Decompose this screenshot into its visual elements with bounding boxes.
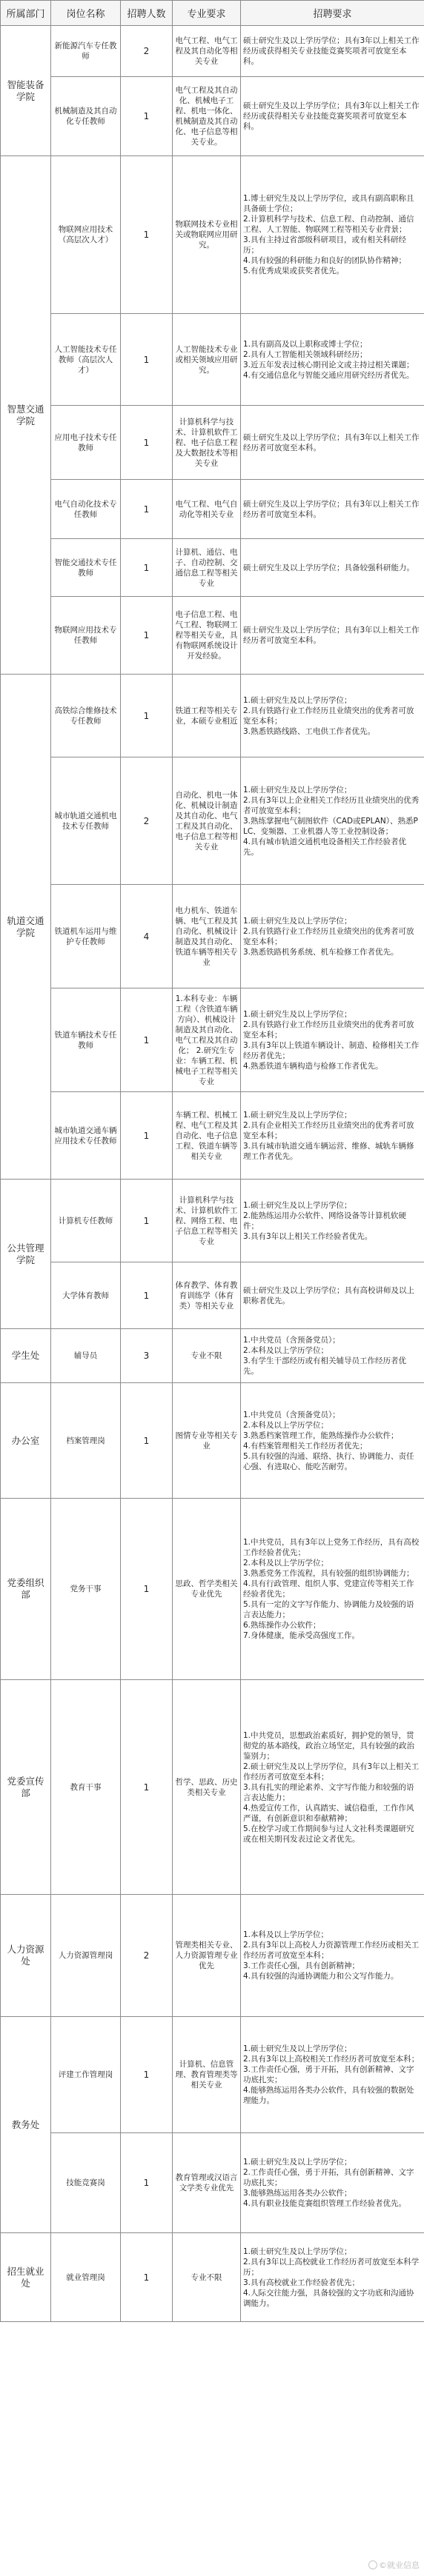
major-cell: 专业不限 — [173, 2233, 241, 2322]
dept-cell: 招生就业处 — [1, 2233, 51, 2322]
count-cell: 1 — [121, 1680, 173, 1895]
table-row — [1, 988, 424, 1092]
count-cell: 1 — [121, 1383, 173, 1499]
major-cell: 电气工程及其自动化、机械电子工程、机电一体化、机械制造及其自动化、电子信息等相关专业。 — [173, 77, 241, 156]
requirement-cell: 1.中共党员（含预备党员）； 2.本科及以上学历学位； 3.有学生干部经历或有相关辅导员工作经历者优先。 — [241, 1329, 424, 1383]
count-cell: 1 — [121, 539, 173, 597]
major-cell: 计算机、信息管理、教育管理类等相关专业 — [173, 2017, 241, 2133]
requirement-cell: 1.硕士研究生及以上学历学位； 2.具有铁路行业工作经历且业绩突出的优秀者可放宽至本科； 3.具有3年以上铁道车辆设计、制造、检修相关工作经历者优先； 4.熟悉铁道车辆构造与检修工作者优先。 — [241, 988, 424, 1092]
table-row — [1, 885, 424, 988]
requirement-cell: 1.硕士研究生及以上学历学位； 2.具有3年以上高校相关工作经历者可放宽至本科； 3.工作责任心强，勇于开拓，具有创新精神、文字功底扎实； 4.能够熟练运用各类办公软件，具有较强的数据处理能力。 — [241, 2017, 424, 2133]
count-cell: 1 — [121, 1180, 173, 1262]
table-row — [1, 314, 424, 406]
post-cell: 辅导员 — [51, 1329, 121, 1383]
major-cell: 人工智能技术专业或相关领域应用研究。 — [173, 314, 241, 406]
count-cell: 2 — [121, 757, 173, 885]
header-req: 招聘要求 — [241, 1, 424, 26]
requirement-cell: 1.具有副高及以上职称或博士学位； 2.具有人工智能相关领域科研经历； 3.近五年发表过核心期刊论文或主持过相关课题； 4.有交通信息化与智能交通应用研究经历者优先。 — [241, 314, 424, 406]
header-major: 专业要求 — [173, 1, 241, 26]
major-cell: 1.本科专业：车辆工程（含铁道车辆方向）、机械设计制造及其自动化、电气工程及其自动化； 2.研究生专业：车辆工程、机械电子工程等相关专业 — [173, 988, 241, 1092]
requirement-cell: 硕士研究生及以上学历学位；具有3年以上相关工作经历者可放宽至本科。 — [241, 406, 424, 480]
table-row — [1, 2133, 424, 2233]
post-cell: 铁道车辆技术专任教师 — [51, 988, 121, 1092]
requirement-cell: 1.硕士研究生及以上学历学位； 2.具有企业相关工作经历且业绩突出的优秀者可放宽至本科； 3.具有城市轨道交通车辆运营、维修、城轨车辆修理工作者优先。 — [241, 1092, 424, 1180]
post-cell: 技能竞赛岗 — [51, 2133, 121, 2233]
post-cell: 党务干事 — [51, 1499, 121, 1680]
requirement-cell: 硕士研究生及以上学历学位；具有3年以上相关工作经历或获得相关专业技能竞赛奖项者可放宽至本科。 — [241, 77, 424, 156]
count-cell: 1 — [121, 406, 173, 480]
major-cell: 图情专业等相关专业 — [173, 1383, 241, 1499]
count-cell: 1 — [121, 988, 173, 1092]
requirement-cell: 硕士研究生及以上学历学位；具备较强科研能力。 — [241, 539, 424, 597]
dept-cell: 轨道交通学院 — [1, 675, 51, 1180]
post-cell: 城市轨道交通车辆应用技术专任教师 — [51, 1092, 121, 1180]
watermark-text: ©就业信息 — [379, 2560, 420, 2570]
requirement-cell: 1.中共党员，思想政治素质好，拥护党的领导，贯彻党的基本路线，政治立场坚定，具有较强的政治鉴别力； 2.硕士研究生及以上学历学位，具有3年以上相关工作经历者可放宽至本科； 3.具有扎实的理论素养、文字写作能力和较强的语言表达能力； 4.热爱宣传工作，认真踏实、诚信稳重，工作作风严谨，有创新意识和奉献精神； 5.在校学习或工作期间参与过人文社科类课题研究或在相关期刊发表过论文者优先。 — [241, 1680, 424, 1895]
post-cell: 智能交通技术专任教师 — [51, 539, 121, 597]
post-cell: 大学体育教师 — [51, 1262, 121, 1329]
major-cell: 电气工程、电气工程及其自动化等相关专业 — [173, 26, 241, 77]
requirement-cell: 1.中共党员（含预备党员）； 2.本科及以上学历学位； 3.熟悉档案管理工作，能熟练操作办公软件； 4.有档案管理相关工作经历者优先； 5.具有较强的沟通、联络、执行、协调能力、责任心强、有进取心、能吃苦耐劳。 — [241, 1383, 424, 1499]
table-row — [1, 597, 424, 675]
major-cell: 电力机车、铁道车辆、电气工程及其自动化、机械设计制造及其自动化、铁道车辆等相关专业 — [173, 885, 241, 988]
post-cell: 计算机专任教师 — [51, 1180, 121, 1262]
post-cell: 人工智能技术专任教师（高层次人才） — [51, 314, 121, 406]
requirement-cell: 1.本科及以上学历学位； 2.具有3年以上高校人力资源管理工作经历或相关工作经历者可放宽至本科； 3.工作责任心强，具有创新精神； 4.具有较强的沟通协调能力和公文写作能力。 — [241, 1895, 424, 2017]
major-cell: 电气工程、电气自动化等相关专业 — [173, 480, 241, 539]
dept-cell: 党委宣传部 — [1, 1680, 51, 1895]
requirement-cell: 1.中共党员，具有3年以上党务工作经历，具有高校工作经验者优先； 2.本科及以上学历学位； 3.熟悉党务工作流程，具有较强的组织协调能力； 4.具有行政管理、组织人事、党建宣传等相关工作经验者优先； 5.具有一定的文字写作能力、协调能力及较强的语言表达能力； 6.熟练操作办公软件； 7.身体健康，能承受高强度工作。 — [241, 1499, 424, 1680]
major-cell: 教育管理或汉语言文学类专业优先 — [173, 2133, 241, 2233]
requirement-cell: 1.硕士研究生及以上学历学位； 2.具有3年以上高校就业工作经历者可放宽至本科学历； 3.具有高校就业工作经验者优先； 4.人际交往能力强，具备较强的文字功底和沟通协调能力。 — [241, 2233, 424, 2322]
post-cell: 物联网应用技术专任教师 — [51, 597, 121, 675]
count-cell: 1 — [121, 480, 173, 539]
post-cell: 电气自动化技术专任教师 — [51, 480, 121, 539]
count-cell: 1 — [121, 1262, 173, 1329]
major-cell: 哲学、思政、历史类相关专业 — [173, 1680, 241, 1895]
dept-cell: 公共管理学院 — [1, 1180, 51, 1329]
count-cell: 4 — [121, 885, 173, 988]
table-row — [1, 406, 424, 480]
table-row — [1, 1262, 424, 1329]
requirement-cell: 硕士研究生及以上学历学位；具有3年以上相关工作经历者可放宽至本科。 — [241, 480, 424, 539]
major-cell: 专业不限 — [173, 1329, 241, 1383]
watermark — [368, 2559, 420, 2571]
table-row — [1, 26, 424, 77]
table-row — [1, 480, 424, 539]
watermark-logo-icon — [368, 2560, 377, 2569]
table-row — [1, 2233, 424, 2322]
count-cell: 1 — [121, 2233, 173, 2322]
header-post: 岗位名称 — [51, 1, 121, 26]
dept-cell: 党委组织部 — [1, 1499, 51, 1680]
major-cell: 体育教学、体育教育训练学（体育类）等相关专业 — [173, 1262, 241, 1329]
count-cell: 1 — [121, 1092, 173, 1180]
count-cell: 1 — [121, 2017, 173, 2133]
table-row — [1, 675, 424, 757]
major-cell: 电子信息工程、电气工程、物联网工程等相关专业，具有物联网系统设计开发经验。 — [173, 597, 241, 675]
post-cell: 教育干事 — [51, 1680, 121, 1895]
dept-cell: 人力资源处 — [1, 1895, 51, 2017]
table-row — [1, 1180, 424, 1262]
requirement-cell: 硕士研究生及以上学历学位；具有3年以上相关工作经历或获得相关专业技能竞赛奖项者可放宽至本科。 — [241, 26, 424, 77]
count-cell: 1 — [121, 1499, 173, 1680]
table-row — [1, 1895, 424, 2017]
table-row — [1, 1092, 424, 1180]
table-row — [1, 1680, 424, 1895]
dept-cell: 智慧交通学院 — [1, 156, 51, 675]
requirement-cell: 硕士研究生及以上学历学位；具有3年以上相关工作经历者可放宽至本科。 — [241, 597, 424, 675]
requirement-cell: 1.硕士研究生及以上学历学位； 2.能熟练运用办公软件、网络设备等计算机软硬件； 3.具有3年以上相关工作经验者优先。 — [241, 1180, 424, 1262]
header-dept: 所属部门 — [1, 1, 51, 26]
dept-cell: 教务处 — [1, 2017, 51, 2233]
dept-cell: 办公室 — [1, 1383, 51, 1499]
table-row — [1, 77, 424, 156]
post-cell: 人力资源管理岗 — [51, 1895, 121, 2017]
dept-cell: 智能装备学院 — [1, 26, 51, 156]
major-cell: 自动化、机电一体化、机械设计制造及其自动化、电气工程及其自动化、电子信息工程等相关专业 — [173, 757, 241, 885]
count-cell: 1 — [121, 597, 173, 675]
requirement-cell: 1.硕士研究生及以上学历学位； 2.具有铁路行业工作经历且业绩突出的优秀者可放宽至本科； 3.熟悉铁路机务系统、机车检修工作者优先。 — [241, 885, 424, 988]
table-row — [1, 1499, 424, 1680]
post-cell: 物联网应用技术（高层次人才） — [51, 156, 121, 314]
requirement-cell: 1.硕士研究生及以上学历学位； 2.具有3年以上企业相关工作经历且业绩突出的优秀者可放宽至本科； 3.熟练掌握电气制图软件（CAD或EPLAN）、熟悉PLC、变频器、工业机器人等工业控制设备； 4.具有城市轨道交通机电设备相关工作经验者优先。 — [241, 757, 424, 885]
count-cell: 1 — [121, 2133, 173, 2233]
count-cell: 1 — [121, 77, 173, 156]
major-cell: 车辆工程、机械工程、电气工程及其自动化、电子信息工程、铁道车辆等相关专业 — [173, 1092, 241, 1180]
post-cell: 应用电子技术专任教师 — [51, 406, 121, 480]
post-cell: 高铁综合维修技术专任教师 — [51, 675, 121, 757]
major-cell: 物联网技术专业相关或物联网应用研究。 — [173, 156, 241, 314]
count-cell: 1 — [121, 675, 173, 757]
table-row — [1, 757, 424, 885]
major-cell: 思政、哲学类相关专业优先 — [173, 1499, 241, 1680]
post-cell: 评建工作管理岗 — [51, 2017, 121, 2133]
post-cell: 新能源汽车专任教师 — [51, 26, 121, 77]
table-row — [1, 156, 424, 314]
major-cell: 铁道工程等相关专业，本硕专业相近 — [173, 675, 241, 757]
count-cell: 3 — [121, 1329, 173, 1383]
major-cell: 计算机科学与技术、计算机软件工程、电子信息工程及大数据技术等相关专业 — [173, 406, 241, 480]
header-row — [1, 1, 424, 26]
post-cell: 档案管理岗 — [51, 1383, 121, 1499]
count-cell: 2 — [121, 1895, 173, 2017]
requirement-cell: 1.硕士研究生及以上学历学位； 2.具有铁路行业工作经历且业绩突出的优秀者可放宽至本科； 3.熟悉铁路线路、工电供工作者优先。 — [241, 675, 424, 757]
dept-cell: 学生处 — [1, 1329, 51, 1383]
count-cell: 2 — [121, 26, 173, 77]
major-cell: 管理类相关专业、人力资源管理专业优先 — [173, 1895, 241, 2017]
requirement-cell: 硕士研究生及以上学历学位；具有高校讲师及以上职称者优先。 — [241, 1262, 424, 1329]
post-cell: 城市轨道交通机电技术专任教师 — [51, 757, 121, 885]
post-cell: 铁道机车运用与维护专任教师 — [51, 885, 121, 988]
major-cell: 计算机科学与技术、计算机软件工程、网络工程、电子信息工程等相关专业 — [173, 1180, 241, 1262]
post-cell: 机械制造及其自动化专任教师 — [51, 77, 121, 156]
table-row — [1, 1383, 424, 1499]
requirement-cell: 1.硕士研究生及以上学历学位； 2.工作责任心强，勇于开拓，具有创新精神、文字功底扎实； 3.能够熟练运用各类办公软件； 4.具有职业技能竞赛组织管理工作经验者优先。 — [241, 2133, 424, 2233]
count-cell: 1 — [121, 314, 173, 406]
table-row — [1, 1329, 424, 1383]
requirement-cell: 1.博士研究生及以上学历学位，或具有副高职称且具备硕士学位； 2.计算机科学与技术、信息工程、自动控制、通信工程、人工智能、物联网工程等相关专业背景； 3.具有主持过省部级科研项目，或有相关科研经历； 4.具有较强的科研能力和良好的团队协作精神； 5.有优秀成果或获奖者优先。 — [241, 156, 424, 314]
table-row — [1, 539, 424, 597]
header-num: 招聘人数 — [121, 1, 173, 26]
count-cell: 1 — [121, 156, 173, 314]
table-row — [1, 2017, 424, 2133]
post-cell: 就业管理岗 — [51, 2233, 121, 2322]
major-cell: 计算机、通信、电子、自动控制、交通信息工程等相关专业 — [173, 539, 241, 597]
